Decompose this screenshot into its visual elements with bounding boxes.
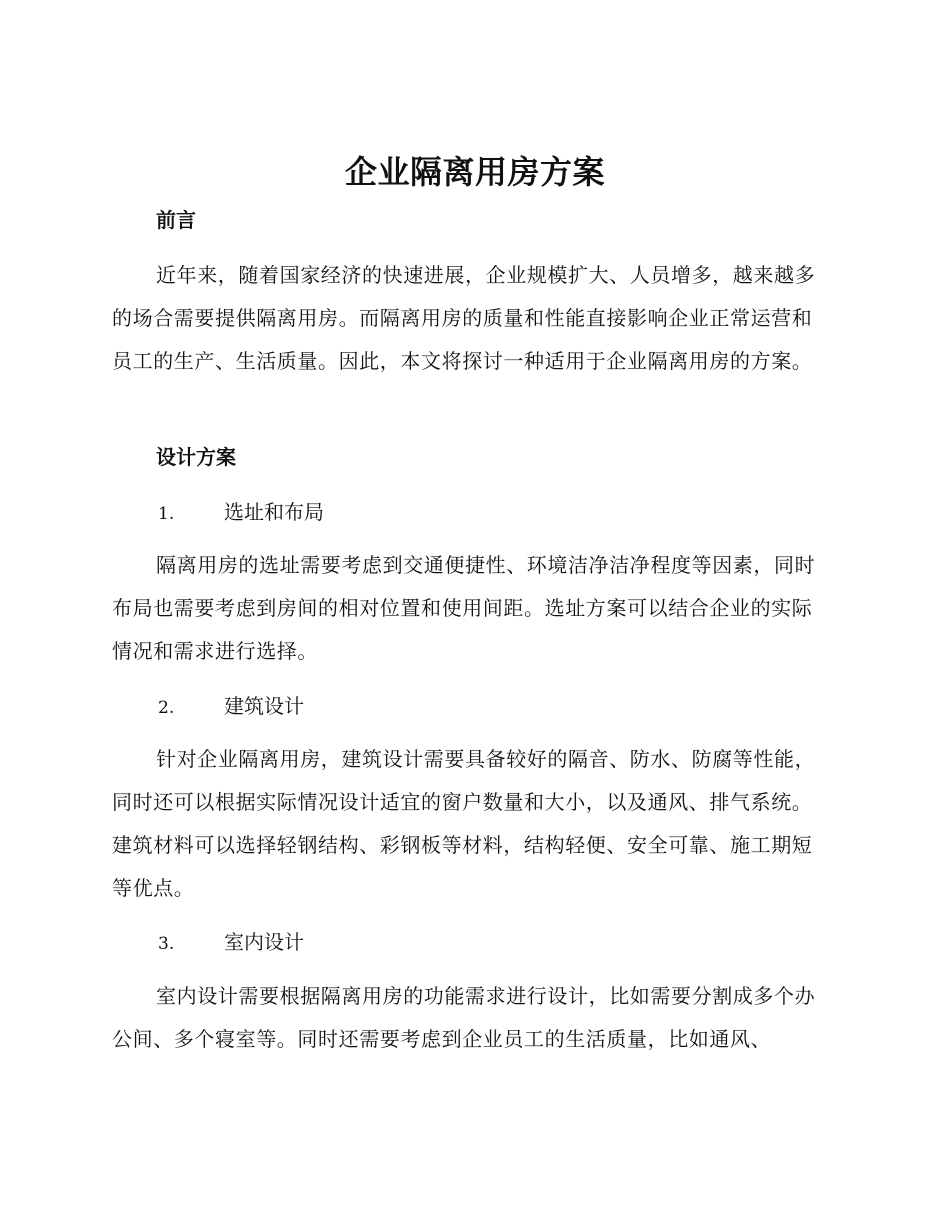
list-item-title: 室内设计: [224, 930, 304, 954]
paragraph-preface: 近年来，随着国家经济的快速进展，企业规模扩大、人员增多，越来越多的场合需要提供隔离用房。而隔离用房的质量和性能直接影响企业正常运营和员工的生产、生活质量。因此，本文将探讨一种适用于企业隔离用房的方案。: [112, 263, 816, 373]
section-heading-preface: 前言: [156, 208, 196, 232]
list-item-title: 建筑设计: [224, 694, 304, 718]
list-item-site-selection: [158, 498, 324, 528]
paragraph-interior-design: 室内设计需要根据隔离用房的功能需求进行设计，比如需要分割成多个办公间、多个寝室等。同时还需要考虑到企业员工的生活质量，比如通风、: [112, 984, 816, 1051]
list-item-number: 1.: [158, 504, 175, 524]
list-item-title: 选址和布局: [224, 500, 324, 524]
list-item-number: 3.: [158, 934, 175, 954]
document-title: 企业隔离用房方案: [344, 153, 605, 191]
list-item-number: 2.: [158, 698, 175, 718]
paragraph-site-selection: 隔离用房的选址需要考虑到交通便捷性、环境洁净洁净程度等因素，同时布局也需要考虑到房间的相对位置和使用间距。选址方案可以结合企业的实际情况和需求进行选择。: [112, 553, 816, 663]
list-item-architectural-design: [158, 692, 304, 722]
paragraph-architectural-design: 针对企业隔离用房，建筑设计需要具备较好的隔音、防水、防腐等性能，同时还可以根据实际情况设计适宜的窗户数量和大小，以及通风、排气系统。建筑材料可以选择轻钢结构、彩钢板等材料，结构轻便、安全可靠、施工期短等优点。: [112, 747, 816, 900]
section-heading-design: 设计方案: [156, 445, 236, 469]
list-item-interior-design: [158, 928, 304, 958]
